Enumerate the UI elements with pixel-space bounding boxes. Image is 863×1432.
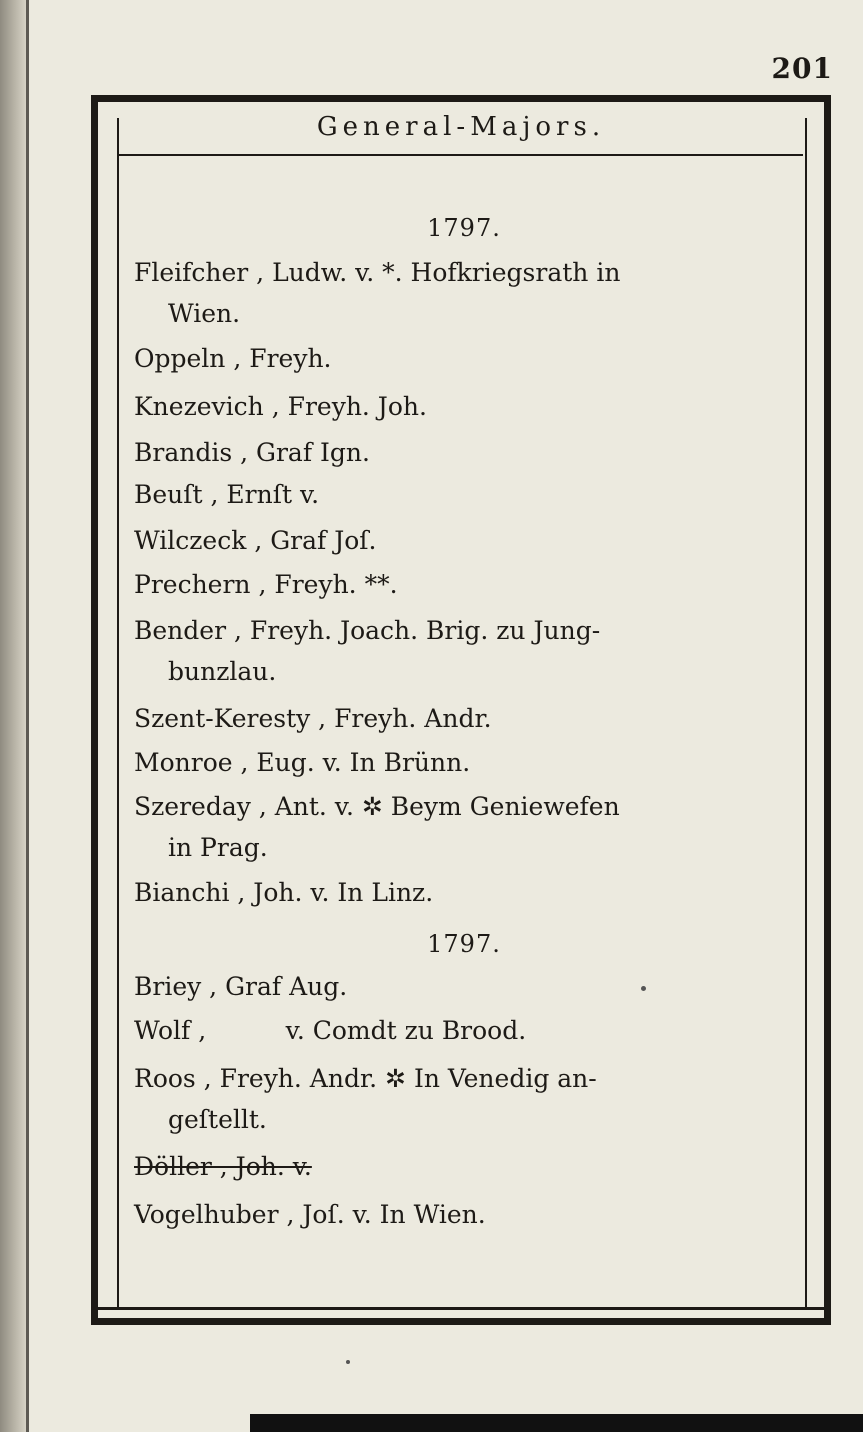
roster-entry-struck [134, 1146, 790, 1187]
entry-line: Szent-Keresty , Freyh. Andr. [134, 704, 492, 733]
book-binding-shadow [0, 0, 26, 1432]
entry-continuation: bunzlau. [168, 657, 277, 686]
entry-line: Vogelhuber , Joſ. v. In Wien. [134, 1200, 486, 1229]
roster-entry [134, 1010, 790, 1051]
section-title: General-Majors. [316, 112, 606, 142]
paper-speck [641, 986, 646, 991]
entry-line: Briey , Graf Aug. [134, 972, 348, 1001]
entry-line: Bianchi , Joh. v. In Linz. [134, 878, 434, 907]
entry-line: Döller , Joh. v. [134, 1152, 312, 1181]
entry-line: Beuſt , Ernſt v. [134, 480, 320, 509]
roster-entry [134, 432, 790, 473]
roster-entry [134, 338, 790, 379]
entry-line: Bender , Freyh. Joach. Brig. zu Jung- [134, 616, 601, 645]
roster-entry [134, 1058, 790, 1140]
entry-line: Monroe , Eug. v. In Brünn. [134, 748, 471, 777]
roster-entry [134, 786, 790, 868]
next-page-edge [250, 1414, 863, 1432]
roster-entry [134, 1194, 790, 1235]
roster-entry [134, 252, 790, 334]
roster-entry [134, 520, 790, 561]
entry-continuation: geſtellt. [168, 1105, 267, 1134]
entry-line: Roos , Freyh. Andr. ✲ In Venedig an- [134, 1064, 597, 1093]
roster-entry [134, 872, 790, 913]
roster-entry [134, 610, 790, 692]
entry-line: Prechern , Freyh. **. [134, 570, 398, 599]
roster-entry [134, 564, 790, 605]
entry-continuation: in Prag. [168, 833, 268, 862]
entry-line: Oppeln , Freyh. [134, 344, 332, 373]
entry-line: Wolf , v. Comdt zu Brood. [134, 1016, 527, 1045]
year-heading: 1797. [427, 214, 501, 242]
roster-entry [134, 698, 790, 739]
entry-line: Wilczeck , Graf Joſ. [134, 526, 377, 555]
page-number: 201 [771, 52, 833, 85]
entry-line: Fleifcher , Ludw. v. *. Hofkriegsrath in [134, 258, 621, 287]
roster-entry [134, 742, 790, 783]
entry-line: Brandis , Graf Ign. [134, 438, 370, 467]
title-rule [119, 154, 803, 156]
entry-line: Knezevich , Freyh. Joh. [134, 392, 427, 421]
page-frame-bottom-rule [98, 1307, 824, 1310]
entry-line: Szereday , Ant. v. ✲ Beym Geniewefen [134, 792, 620, 821]
roster-entry [134, 386, 790, 427]
paper-speck [346, 1360, 350, 1364]
roster-entry [134, 474, 790, 515]
roster-entry [134, 966, 790, 1007]
year-heading: 1797. [427, 930, 501, 958]
book-binding-edge [26, 0, 29, 1432]
entry-continuation: Wien. [168, 299, 241, 328]
